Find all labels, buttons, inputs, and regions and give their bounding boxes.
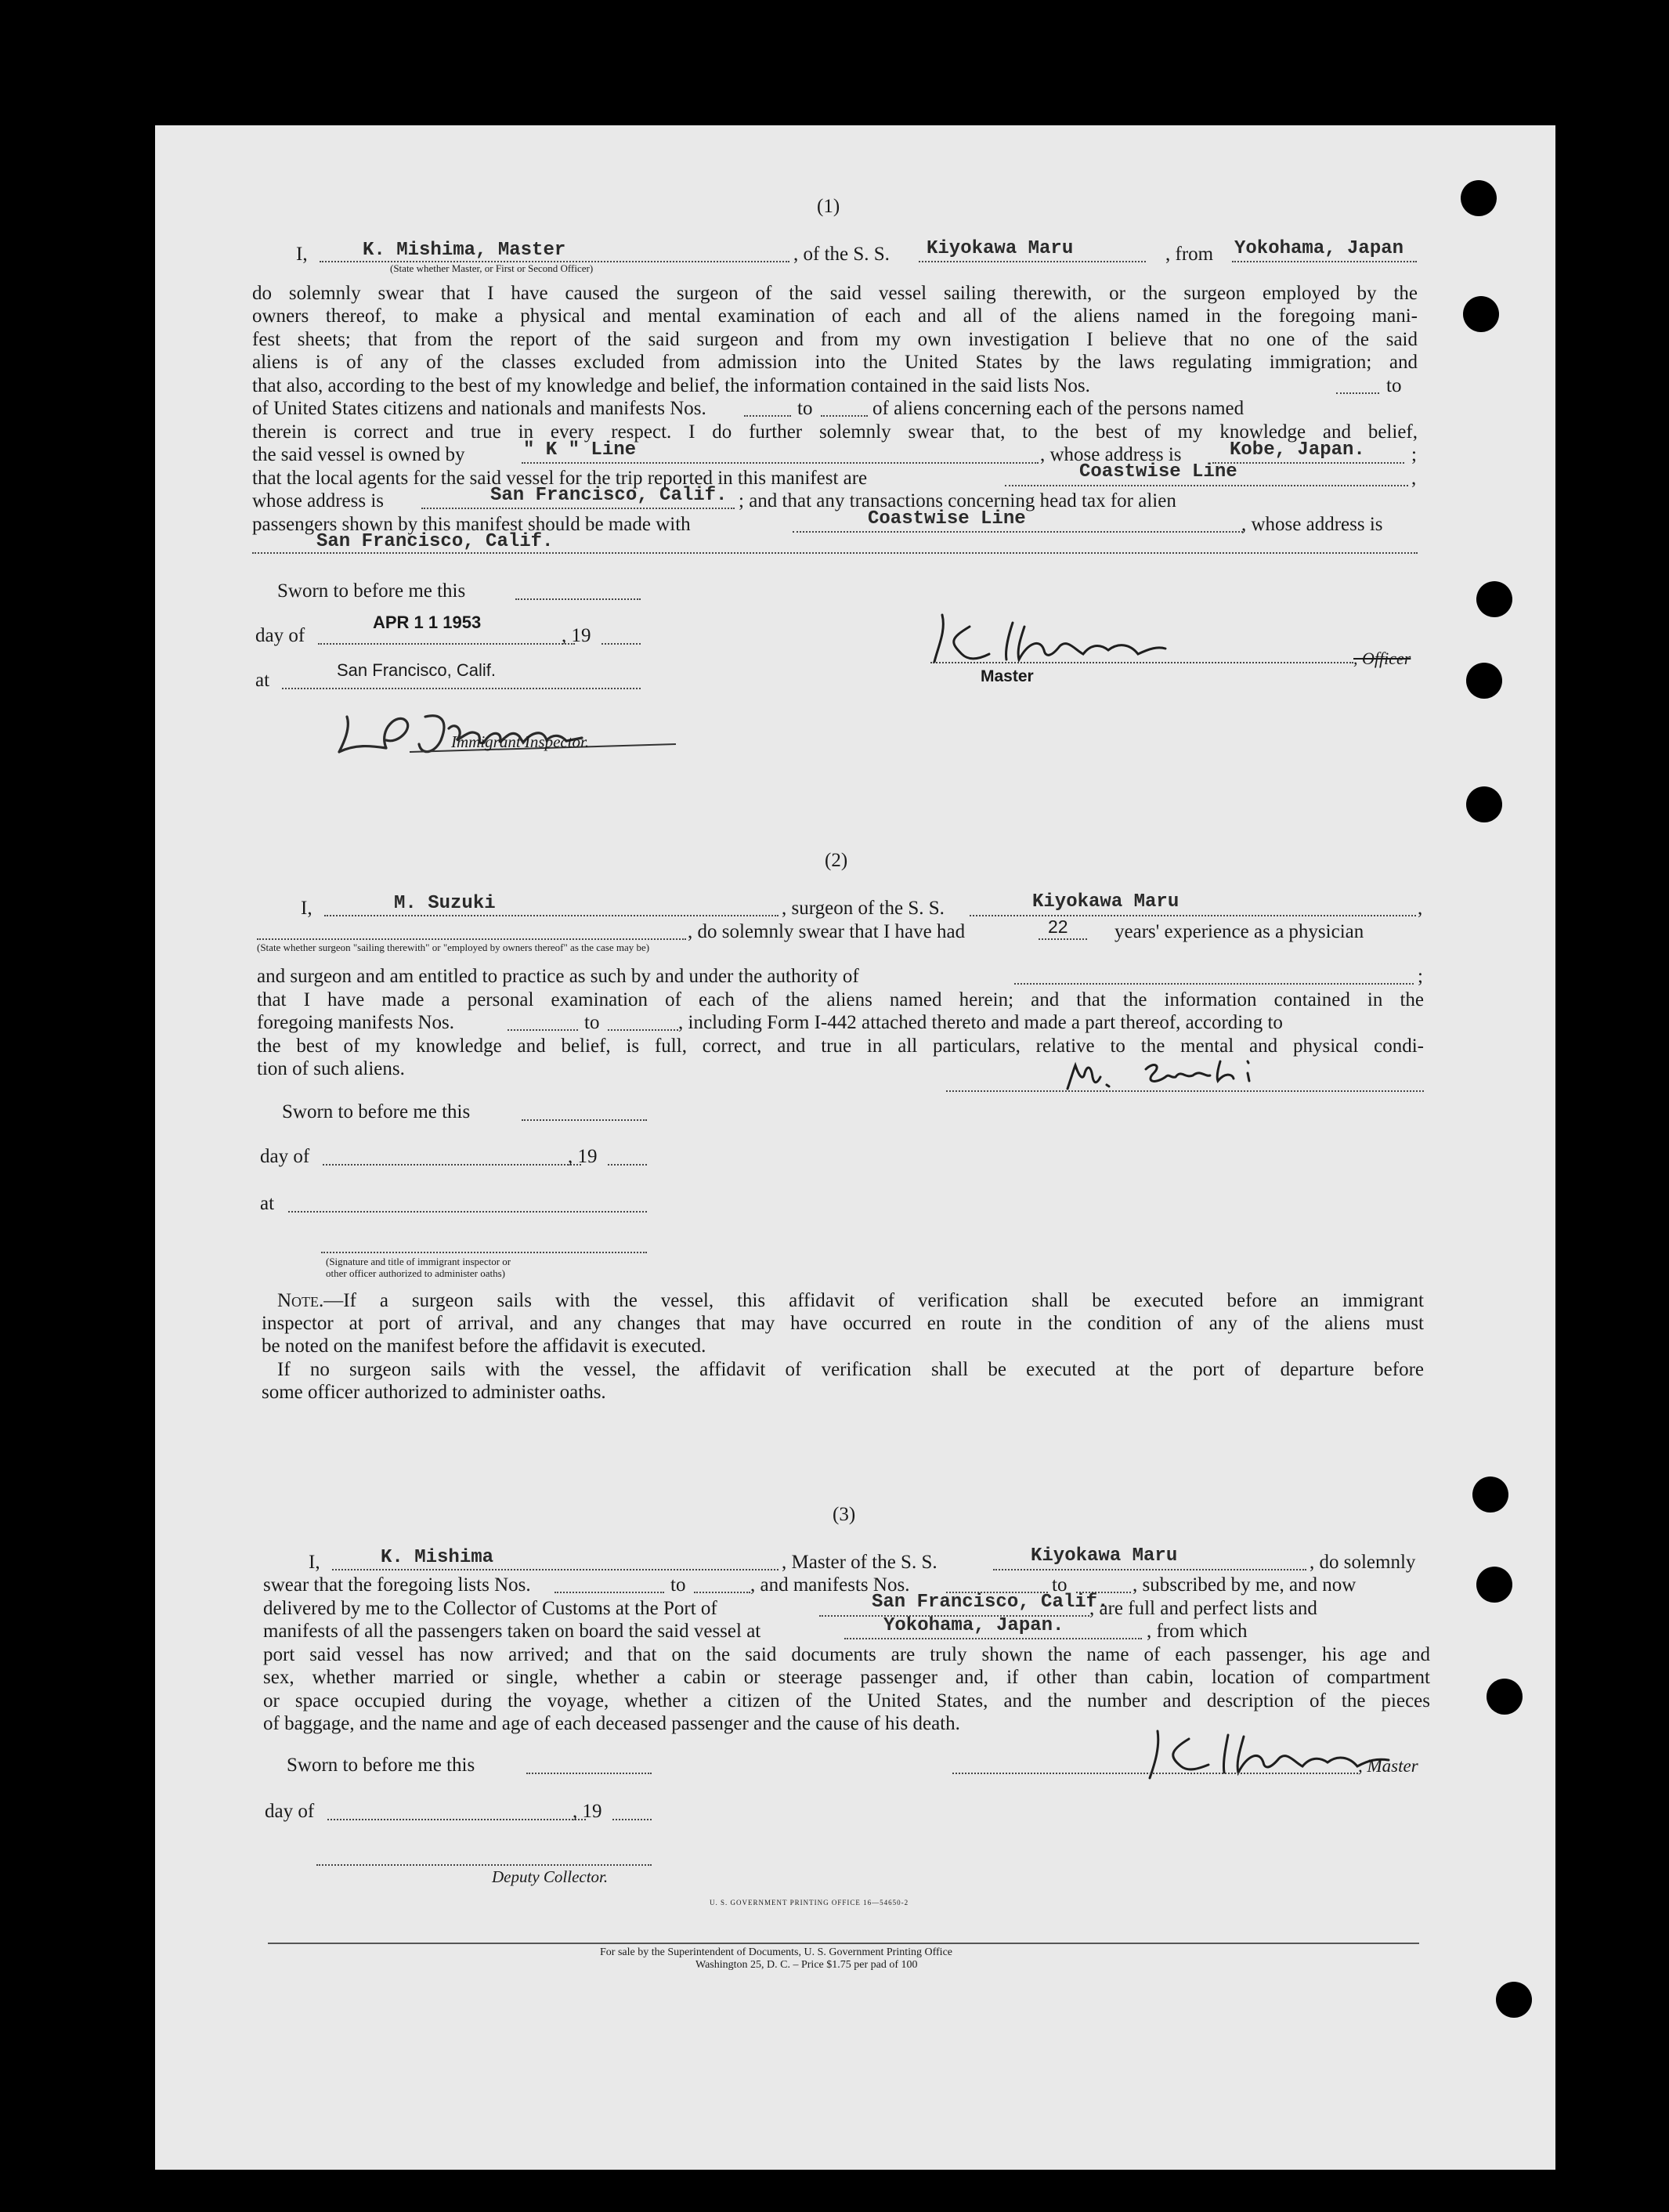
punch-hole xyxy=(1466,663,1502,699)
s1-line-true: therein is correct and true in every respect. I do further solemnly swear that, to the best of my knowledge and belief, xyxy=(252,421,1418,443)
s1-port-value: Yokohama, Japan xyxy=(1234,238,1404,259)
s3-day-of-label: day of xyxy=(265,1801,315,1822)
s1-owner-line xyxy=(522,462,1039,464)
s3-lists-to-line xyxy=(694,1592,750,1593)
s2-years-line xyxy=(1039,938,1087,940)
s2-surgeon-sign-line xyxy=(946,1090,1424,1092)
s1-officer-title: , Officer xyxy=(1353,649,1411,668)
s2-note-label: Note. xyxy=(277,1290,324,1311)
s2-note-text-1: —If a surgeon sails with the vessel, this affidavit of verification shall be executed before an immigrant xyxy=(323,1290,1424,1311)
s2-such-aliens: tion of such aliens. xyxy=(257,1058,405,1079)
s1-inspector-title: Immigrant Inspector. xyxy=(451,732,590,751)
punch-hole xyxy=(1487,1679,1523,1715)
s2-at-line xyxy=(288,1211,647,1213)
s1-citizens-label: of United States citizens and nationals and manifests Nos. xyxy=(252,398,706,419)
s3-last-line: of baggage, and the name and age of each deceased passenger and the cause of his death. xyxy=(263,1713,960,1734)
s2-note2-line-1: If no surgeon sails with the vessel, the affidavit of verification shall be executed at the port of departure before xyxy=(277,1359,1424,1380)
s1-vessel-value: Kiyokawa Maru xyxy=(927,238,1074,259)
s1-agents-label: that the local agents for the said vessel for the trip reported in this manifest are xyxy=(252,468,868,489)
punch-hole xyxy=(1463,296,1499,332)
s2-sworn-label: Sworn to before me this xyxy=(282,1101,471,1122)
s2-note2-line-2: some officer authorized to administer oaths. xyxy=(262,1382,606,1403)
s1-at-line xyxy=(282,688,641,689)
s2-vessel-value: Kiyokawa Maru xyxy=(1032,891,1179,913)
s3-nineteen: , 19 xyxy=(573,1801,602,1822)
s1-day-line xyxy=(318,643,575,645)
s2-signature-note-2: other officer authorized to administer oaths) xyxy=(326,1267,505,1279)
s3-sworn-line xyxy=(526,1773,652,1774)
s1-head-tax-address-label: , whose address is xyxy=(1241,514,1383,535)
s1-lists-from-line xyxy=(1336,392,1379,394)
s2-sworn-line xyxy=(522,1119,647,1121)
s2-authority-label: and surgeon and am entitled to practice as such by and under the authority of xyxy=(257,966,859,987)
s1-nineteen: , 19 xyxy=(562,625,591,646)
s1-head-tax-address-value: San Francisco, Calif. xyxy=(316,531,554,552)
s2-manifests-label: foregoing manifests Nos. xyxy=(257,1012,455,1033)
footer-sale-1: For sale by the Superintendent of Documents, U. S. Government Printing Office xyxy=(600,1946,952,1958)
s1-day-of-label: day of xyxy=(255,625,305,646)
footer-sale-2: Washington 25, D. C. – Price $1.75 per pad of 100 xyxy=(695,1959,918,1971)
s2-vessel-line xyxy=(970,915,1416,916)
s2-i: I, xyxy=(301,898,312,919)
s1-agents-address-value: San Francisco, Calif. xyxy=(490,485,728,506)
punch-hole xyxy=(1472,1476,1508,1513)
s1-vessel-line xyxy=(919,261,1146,262)
s1-port-line xyxy=(1232,261,1417,262)
s1-master-signature xyxy=(927,611,1255,674)
s1-agents-line xyxy=(1005,485,1408,486)
s1-year-line xyxy=(601,643,641,645)
s1-owner-address-label: , whose address is xyxy=(1040,444,1182,465)
s2-note-line-3: be noted on the manifest before the affidavit is executed. xyxy=(262,1336,706,1357)
s1-line-2: owners thereof, to make a physical and mental examination of each and all of the aliens named in the foregoing mani- xyxy=(252,305,1418,327)
s3-i: I, xyxy=(309,1552,320,1573)
section-3-heading: (3) xyxy=(833,1504,856,1525)
s1-agents-address-label: whose address is xyxy=(252,490,385,511)
s3-embark-value: Yokohama, Japan. xyxy=(883,1615,1064,1636)
s1-line-1: do solemnly swear that I have caused the surgeon of the said vessel sailing therewith, or the surgeon employed by the xyxy=(252,283,1418,304)
s2-years-value: 22 xyxy=(1048,916,1068,937)
s1-owned-by-label: the said vessel is owned by xyxy=(252,444,465,465)
punch-hole xyxy=(1496,1982,1532,2018)
s1-passengers-label: passengers shown by this manifest should be made with xyxy=(252,514,691,535)
s3-lists-from-line xyxy=(555,1592,664,1593)
s3-delivered-label: delivered by me to the Collector of Customs at the Port of xyxy=(263,1598,717,1619)
s2-vessel-comma: , xyxy=(1418,898,1423,919)
s3-do-solemnly: , do solemnly xyxy=(1310,1552,1416,1573)
s2-swear-label: , do solemnly swear that I have had xyxy=(688,921,966,942)
s1-owner-semicolon: ; xyxy=(1411,444,1417,465)
s2-manifests-to: to xyxy=(584,1012,600,1033)
s1-owner-value: " K " Line xyxy=(523,439,637,461)
s3-master-title: , Master xyxy=(1358,1756,1418,1776)
s2-signature-note-1: (Signature and title of immigrant inspector or xyxy=(326,1256,511,1267)
s2-day-line xyxy=(323,1164,581,1166)
s1-agents-address-line xyxy=(421,508,735,509)
s2-surgeon-value: M. Suzuki xyxy=(394,893,496,914)
section-2-heading: (2) xyxy=(825,850,848,871)
s3-subscribed: , subscribed by me, and now xyxy=(1133,1574,1357,1596)
s1-at-label: at xyxy=(255,670,270,691)
s3-line-2: sex, whether married or single, whether a cabin or steerage passenger and, if other than cabin, location of compartment xyxy=(263,1667,1430,1688)
s2-surgeon-of: , surgeon of the S. S. xyxy=(782,898,945,919)
s2-note-line-1 xyxy=(277,1289,1424,1312)
s1-i: I, xyxy=(296,244,308,265)
footer-gpo: U. S. GOVERNMENT PRINTING OFFICE 16—54650-2 xyxy=(710,1899,909,1907)
s3-line-1: port said vessel has now arrived; and that on the said documents are truly shown the name of each passenger, his age and xyxy=(263,1644,1430,1665)
s1-head-tax-agent-value: Coastwise Line xyxy=(868,508,1026,530)
punch-hole xyxy=(1476,1567,1512,1603)
s1-head-tax-address-line xyxy=(252,552,1418,554)
section-1-heading: (1) xyxy=(817,196,840,217)
s1-sworn-label: Sworn to before me this xyxy=(277,580,466,602)
s3-master-sign-line xyxy=(952,1773,1358,1774)
s2-surgeon-line xyxy=(324,915,779,916)
s2-authority-line xyxy=(1014,983,1414,985)
s1-head-tax-agent-line xyxy=(793,531,1243,533)
s1-agents-value: Coastwise Line xyxy=(1079,461,1237,483)
s1-citizens-to-line xyxy=(821,415,868,417)
s3-manifests-to: to xyxy=(1052,1574,1068,1596)
s1-head-tax-label: ; and that any transactions concerning head tax for alien xyxy=(739,490,1176,511)
s2-manifests-to-line xyxy=(608,1029,678,1031)
s2-surgeon-signature xyxy=(1036,1046,1365,1101)
s3-day-line xyxy=(327,1819,586,1820)
s1-officer-role: Master xyxy=(981,667,1034,685)
s2-year-line xyxy=(608,1164,647,1166)
s1-officer-sign-line xyxy=(930,662,1353,663)
s3-vessel-value: Kiyokawa Maru xyxy=(1031,1545,1178,1567)
s3-manifests-rest: , from which xyxy=(1147,1621,1248,1642)
s1-line-3: fest sheets; that from the report of the said surgeon and from my own investigation I believe that no one of the said xyxy=(252,329,1418,350)
s1-sworn-line xyxy=(515,598,641,600)
s1-agents-comma: , xyxy=(1411,468,1417,489)
s2-at-label: at xyxy=(260,1193,275,1214)
s3-swear-label: swear that the foregoing lists Nos. xyxy=(263,1574,531,1596)
s3-year-line xyxy=(612,1819,652,1820)
punch-hole xyxy=(1461,180,1497,216)
s3-deputy-title: Deputy Collector. xyxy=(492,1867,609,1886)
s1-date-stamp: APR 1 1 1953 xyxy=(373,613,482,632)
s2-line-1: that I have made a personal examination of each of the aliens named herein; and that the information contained in the xyxy=(257,989,1424,1010)
s1-of-the-ss: , of the S. S. xyxy=(793,244,890,265)
s2-nineteen: , 19 xyxy=(568,1146,598,1167)
s1-citizens-from-line xyxy=(744,415,791,417)
s2-manifests-from-line xyxy=(508,1029,578,1031)
s2-years-label: years' experience as a physician xyxy=(1114,921,1364,942)
s3-master-line xyxy=(332,1569,779,1570)
s3-lists-to: to xyxy=(670,1574,686,1596)
s3-master-of: , Master of the S. S. xyxy=(782,1552,937,1573)
s2-manifests-rest: , including Form I-442 attached thereto and made a part thereof, according to xyxy=(678,1012,1283,1033)
s2-inspector-sign-line xyxy=(321,1252,647,1253)
s3-delivered-rest: , are full and perfect lists and xyxy=(1089,1598,1317,1619)
s2-sailing-line xyxy=(257,938,686,940)
punch-hole xyxy=(1466,786,1502,822)
s1-place-value: San Francisco, Calif. xyxy=(337,660,496,680)
s1-owner-address-value: Kobe, Japan. xyxy=(1230,439,1365,461)
s1-owner-address-line xyxy=(1212,462,1404,464)
manifest-affidavit-page xyxy=(155,125,1555,2170)
s1-citizens-to: to xyxy=(797,398,813,419)
s2-note-line-2: inspector at port of arrival, and any changes that may have occurred en route in the condition of any of the aliens must xyxy=(262,1313,1424,1334)
s2-sailing-note: (State whether surgeon "sailing therewith" or "employed by owners thereof" as the case may be) xyxy=(257,942,650,953)
s1-citizens-rest: of aliens concerning each of the persons named xyxy=(872,398,1245,419)
s1-lists-label: that also, according to the best of my knowledge and belief, the information contained in the said lists Nos. xyxy=(252,375,1090,396)
s2-best-knowledge: the best of my knowledge and belief, is full, correct, and true in all particulars, relative to the mental and physical condi- xyxy=(257,1036,1424,1057)
s3-line-3: or space occupied during the voyage, whether a citizen of the United States, and the number and description of the pieces xyxy=(263,1690,1430,1711)
s3-master-value: K. Mishima xyxy=(381,1547,494,1568)
s2-day-of-label: day of xyxy=(260,1146,310,1167)
punch-hole xyxy=(1476,581,1512,617)
s3-vessel-line xyxy=(993,1569,1306,1570)
s1-officer-note: (State whether Master, or First or Second Officer) xyxy=(390,262,594,274)
s2-authority-semicolon: ; xyxy=(1418,966,1423,987)
s1-from: , from xyxy=(1165,244,1214,265)
s1-line-4: aliens is of any of the classes excluded from admission into the United States by the laws regulating immigration; and xyxy=(252,352,1418,373)
s3-embark-line xyxy=(844,1638,1142,1639)
s3-deputy-line xyxy=(316,1864,652,1866)
s1-officer-value: K. Mishima, Master xyxy=(363,240,566,261)
s3-sworn-label: Sworn to before me this xyxy=(287,1755,475,1776)
footer-rule xyxy=(268,1943,1419,1944)
s3-manifests-label: , and manifests Nos. xyxy=(750,1574,910,1596)
s3-manifests-of-label: manifests of all the passengers taken on board the said vessel at xyxy=(263,1621,761,1642)
s1-lists-to: to xyxy=(1386,375,1402,396)
s3-port-value: San Francisco, Calif. xyxy=(872,1592,1109,1613)
